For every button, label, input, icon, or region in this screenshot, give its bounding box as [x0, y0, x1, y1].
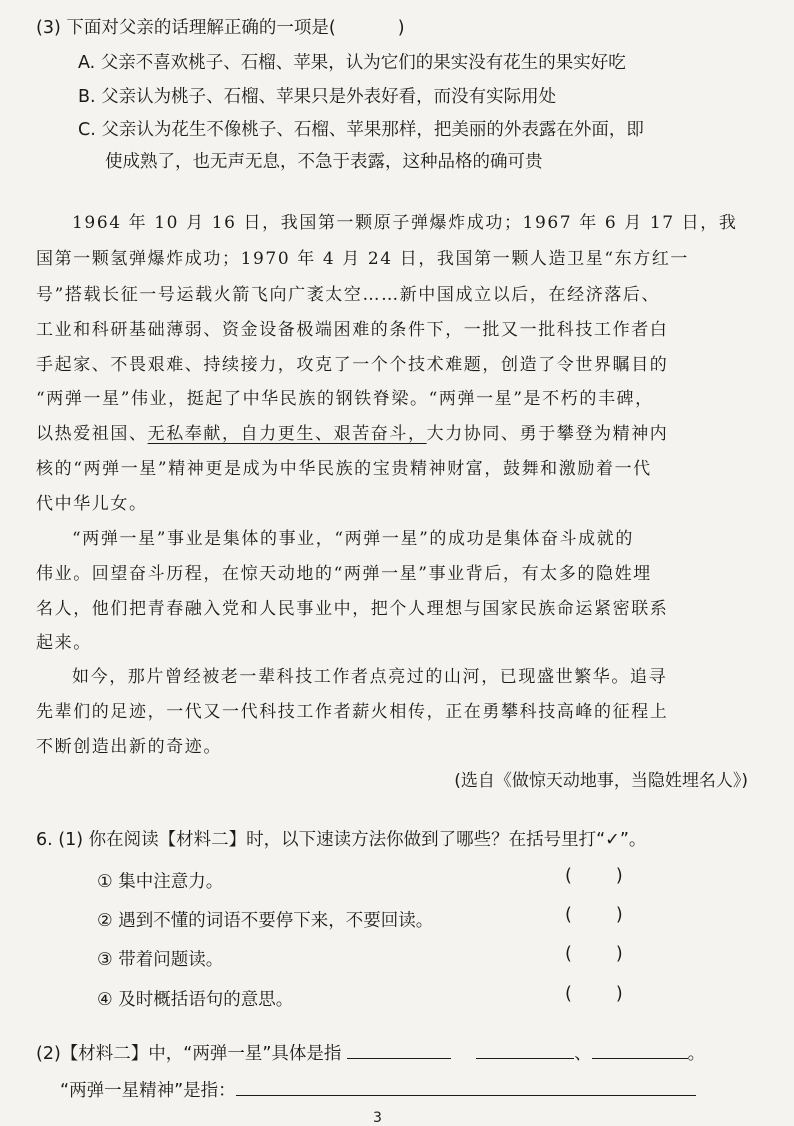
option-a: A. 父亲不喜欢桃子、石榴、苹果，认为它们的果实没有花生的果实好吃 — [78, 53, 626, 73]
question-6-3: “两弹一星精神”是指： — [60, 1077, 696, 1102]
passage-line: 国第一颗氢弹爆炸成功；1970 年 4 月 24 日，我国第一颗人造卫星“东方红一 — [36, 249, 690, 269]
passage-line: “两弹一星”伟业，挺起了中华民族的钢铁脊梁。“两弹一星”是不朽的丰碑， — [36, 389, 654, 409]
passage-line: 名人，他们把青春融入党和人民事业中，把个人理想与国家民族命运紧密联系 — [36, 599, 669, 619]
answer-paren[interactable]: ( ) — [565, 866, 623, 886]
answer-blank[interactable] — [347, 1044, 451, 1059]
passage-source: (选自《做惊天动地事，当隐姓埋名人》) — [454, 771, 748, 791]
answer-blank[interactable] — [592, 1044, 688, 1059]
method-item: ③ 带着问题读。 — [97, 950, 224, 970]
passage-line: 代中华儿女。 — [36, 494, 148, 514]
answer-blank[interactable] — [236, 1081, 696, 1096]
passage-line: 工业和科研基础薄弱、资金设备极端困难的条件下，一批又一批科技工作者白 — [36, 320, 669, 340]
question-6-2: (2)【材料二】中，“两弹一星”具体是指 、 。 — [36, 1044, 706, 1064]
page-number: 3 — [373, 1110, 382, 1126]
answer-paren[interactable]: ( ) — [565, 905, 623, 925]
method-item: ④ 及时概括语句的意思。 — [97, 990, 294, 1010]
passage-line: 先辈们的足迹，一代又一代科技工作者薪火相传，正在勇攀科技高峰的征程上 — [36, 702, 669, 722]
method-item: ② 遇到不懂的词语不要停下来，不要回读。 — [97, 911, 434, 931]
underlined-phrase: 无私奉献，自力更生、艰苦奋斗， — [147, 424, 427, 444]
passage-line: 不断创造出新的奇迹。 — [36, 737, 222, 757]
answer-paren[interactable]: ( ) — [565, 984, 623, 1004]
answer-blank[interactable] — [476, 1044, 574, 1059]
question-6-1-stem: 6. (1) 你在阅读【材料二】时，以下速读方法你做到了哪些？在括号里打“✓”。 — [36, 830, 647, 850]
passage-line: 起来。 — [36, 633, 92, 653]
passage-line: “两弹一星”事业是集体的事业，“两弹一星”的成功是集体奋斗成就的 — [72, 529, 634, 549]
option-b: B. 父亲认为桃子、石榴、苹果只是外表好看，而没有实际用处 — [78, 87, 557, 107]
passage-line: 手起家、不畏艰难、持续接力，攻克了一个个技术难题，创造了令世界瞩目的 — [36, 355, 669, 375]
passage-line: 1964 年 10 月 16 日，我国第一颗原子弹爆炸成功；1967 年 6 月 17 日，我 — [72, 213, 738, 233]
question-3-stem: (3) 下面对父亲的话理解正确的一项是( ) — [36, 18, 405, 38]
passage-line: 以热爱祖国、无私奉献，自力更生、艰苦奋斗，大力协同、勇于攀登为精神内 — [36, 424, 669, 444]
passage-line: 核的“两弹一星”精神更是成为中华民族的宝贵精神财富，鼓舞和激励着一代 — [36, 459, 652, 479]
method-item: ① 集中注意力。 — [97, 872, 224, 892]
option-c-continued: 使成熟了，也无声无息，不急于表露，这种品格的确可贵 — [105, 152, 543, 172]
answer-paren[interactable]: ( ) — [565, 944, 623, 964]
passage-line: 如今，那片曾经被老一辈科技工作者点亮过的山河，已现盛世繁华。追寻 — [72, 667, 668, 687]
option-c: C. 父亲认为花生不像桃子、石榴、苹果那样，把美丽的外表露在外面，即 — [78, 120, 644, 140]
passage-line: 号”搭载长征一号运载火箭飞向广袤太空……新中国成立以后，在经济落后、 — [36, 285, 661, 305]
passage-line: 伟业。回望奋斗历程，在惊天动地的“两弹一星”事业背后，有太多的隐姓埋 — [36, 564, 652, 584]
